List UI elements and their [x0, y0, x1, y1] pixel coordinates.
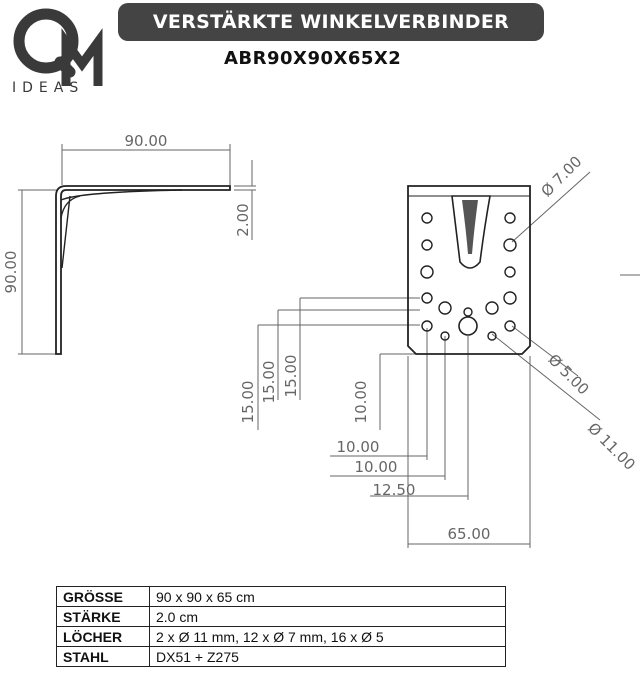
dim-height-side: 90.00: [2, 250, 20, 294]
table-row: [57, 647, 506, 667]
dim-hole-d5: Ø 5.00: [544, 350, 593, 399]
dim-hole-d11: Ø 11.00: [584, 419, 639, 474]
specs-table: [56, 586, 506, 667]
dim-width-front: 65.00: [447, 525, 491, 543]
spec-key: GRÖSSE: [57, 587, 150, 607]
dim-h12-5: 12.50: [372, 481, 416, 499]
logo-subtext: IDEAS: [12, 80, 85, 96]
spec-value: 2.0 cm: [150, 607, 506, 627]
dim-v15-c: 15.00: [239, 380, 257, 424]
dim-thickness: 2.00: [234, 203, 252, 237]
spec-key: STÄRKE: [57, 607, 150, 627]
bracket-front-view: [408, 186, 530, 354]
dim-v10: 10.00: [352, 380, 370, 424]
page-title: VERSTÄRKTE WINKELVERBINDER: [118, 3, 544, 41]
brand-logo: [8, 4, 108, 96]
dim-v15-a: 15.00: [282, 354, 300, 398]
qm-logo-mark: [8, 4, 108, 96]
dim-h10-a: 10.00: [336, 438, 380, 456]
spec-value: 90 x 90 x 65 cm: [150, 587, 506, 607]
table-row: [57, 607, 506, 627]
technical-drawing: [0, 100, 640, 560]
spec-key: LÖCHER: [57, 627, 150, 647]
bracket-side-view: [56, 186, 230, 354]
dim-width-side: 90.00: [124, 132, 168, 150]
spec-key: STAHL: [57, 647, 150, 667]
rib-shading: [462, 200, 478, 254]
table-row: [57, 627, 506, 647]
table-row: [57, 587, 506, 607]
model-number: ABR90X90X65X2: [224, 48, 402, 69]
dim-v15-b: 15.00: [260, 360, 278, 404]
dim-hole-d7: Ø 7.00: [537, 152, 586, 201]
spec-value: 2 x Ø 11 mm, 12 x Ø 7 mm, 16 x Ø 5: [150, 627, 506, 647]
dim-h10-b: 10.00: [354, 458, 398, 476]
spec-value: DX51 + Z275: [150, 647, 506, 667]
